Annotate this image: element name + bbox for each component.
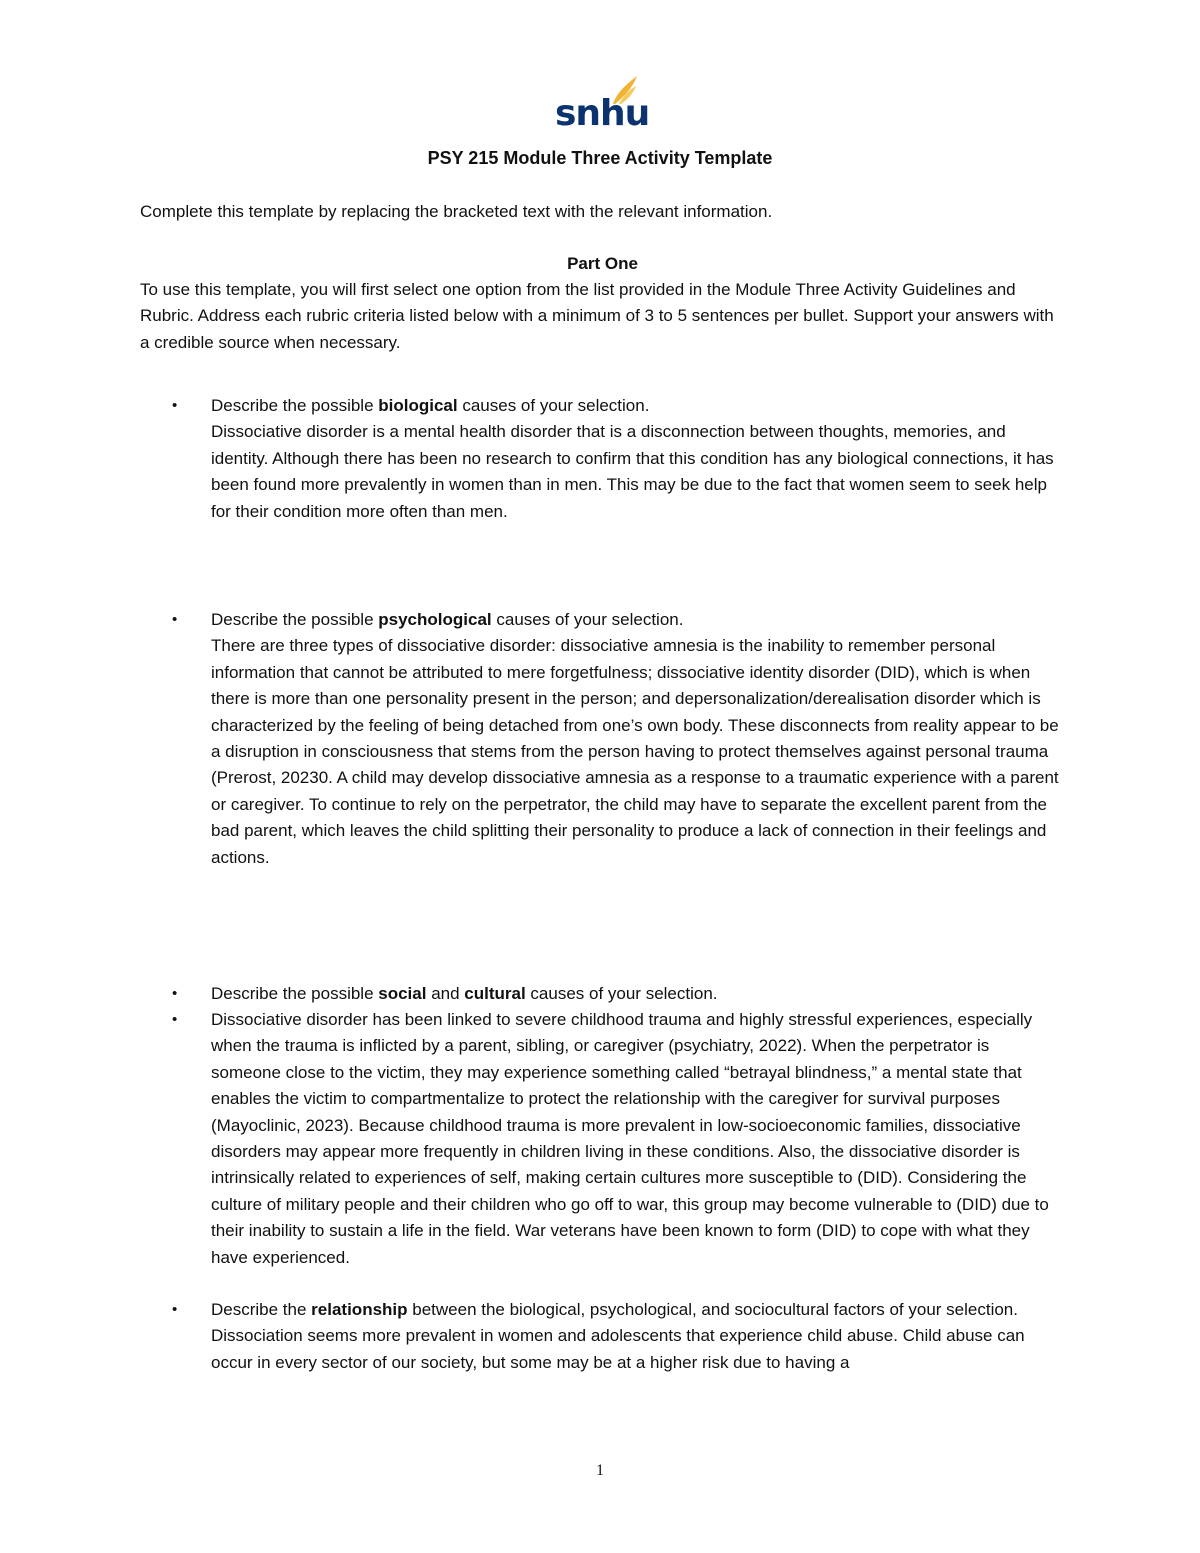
intro-text: Complete this template by replacing the bracketed text with the relevant information. (140, 202, 773, 221)
bullet-prompt: Describe the relationship between the biological, psychological, and sociocultural factors of your selection. (211, 1300, 1018, 1319)
bullet-marker: • (172, 397, 178, 414)
bullet-prompt: Describe the possible social and cultural causes of your selection. (211, 984, 718, 1003)
part-instructions: To use this template, you will first select one option from the list provided in the Module Three Activity Guidelines and Rubric. Address each rubric criteria listed below with a minimum of 3 to 5 sentences per bullet. Support your answers with a credible source when necessary. (140, 280, 1054, 352)
bullet-psychological (211, 607, 1061, 871)
snhu-logo (555, 74, 650, 134)
bullet-prompt: Describe the possible biological causes of your selection. (211, 396, 650, 415)
bullet-answer: Dissociative disorder has been linked to severe childhood trauma and highly stressful experiences, especially when the trauma is inflicted by a parent, sibling, or caregiver (psychiatry, 2022). When the perpetrator is someone close to the victim, they may experience something called “betrayal blindness,” a mental state that enables the victim to compartmentalize to protect the relationship with the caregiver for survival purposes (Mayoclinic, 2023). Because childhood trauma is more prevalent in low-socioeconomic families, dissociative disorders may appear more frequently in children living in these conditions. Also, the dissociative disorder is intrinsically related to experiences of self, making certain cultures more susceptible to (DID). Considering the culture of military people and their children who go off to war, this group may become vulnerable to (DID) due to their inability to sustain a life in the field. War veterans have been known to form (DID) to cope with what they have experienced. (211, 1010, 1049, 1267)
logo-wordmark: snhu (555, 93, 650, 134)
bullet-answer: There are three types of dissociative disorder: dissociative amnesia is the inability to remember personal information that cannot be attributed to mere forgetfulness; dissociative identity disorder (DID), which is when there is more than one personality present in the person; and depersonalization/derealisation disorder which is characterized by the feeling of being detached from one’s own body. These disconnects from reality appear to be a disruption in consciousness that stems from the person having to protect themselves against personal trauma (Prerost, 20230. A child may develop dissociative amnesia as a response to a traumatic experience with a parent or caregiver. To continue to rely on the perpetrator, the child may have to separate the excellent parent from the bad parent, which leaves the child splitting their personality to produce a lack of connection in their feelings and actions. (211, 636, 1059, 867)
bullet-marker: • (172, 985, 178, 1002)
bullet-prompt: Describe the possible psychological causes of your selection. (211, 610, 684, 629)
bullet-social-cultural (211, 981, 1061, 1007)
bullet-marker: • (172, 1301, 178, 1318)
bullet-answer: Dissociation seems more prevalent in women and adolescents that experience child abuse. Child abuse can occur in every sector of our society, but some may be at a higher risk due to having a (211, 1326, 1025, 1372)
part-heading: Part One (567, 254, 638, 273)
bullet-social-answer (211, 1007, 1061, 1271)
bullet-marker: • (172, 611, 178, 628)
bullet-relationship (211, 1297, 1061, 1376)
bullet-marker: • (172, 1011, 178, 1028)
page-title: PSY 215 Module Three Activity Template (427, 148, 773, 168)
bullet-answer: Dissociative disorder is a mental health disorder that is a disconnection between thoughts, memories, and identity. Although there has been no research to confirm that this condition has any biological connections, it has been found more prevalently in women than in men. This may be due to the fact that women seem to seek help for their condition more often than men. (211, 422, 1054, 521)
bullet-biological (211, 393, 1061, 525)
page-number: 1 (596, 1462, 604, 1479)
